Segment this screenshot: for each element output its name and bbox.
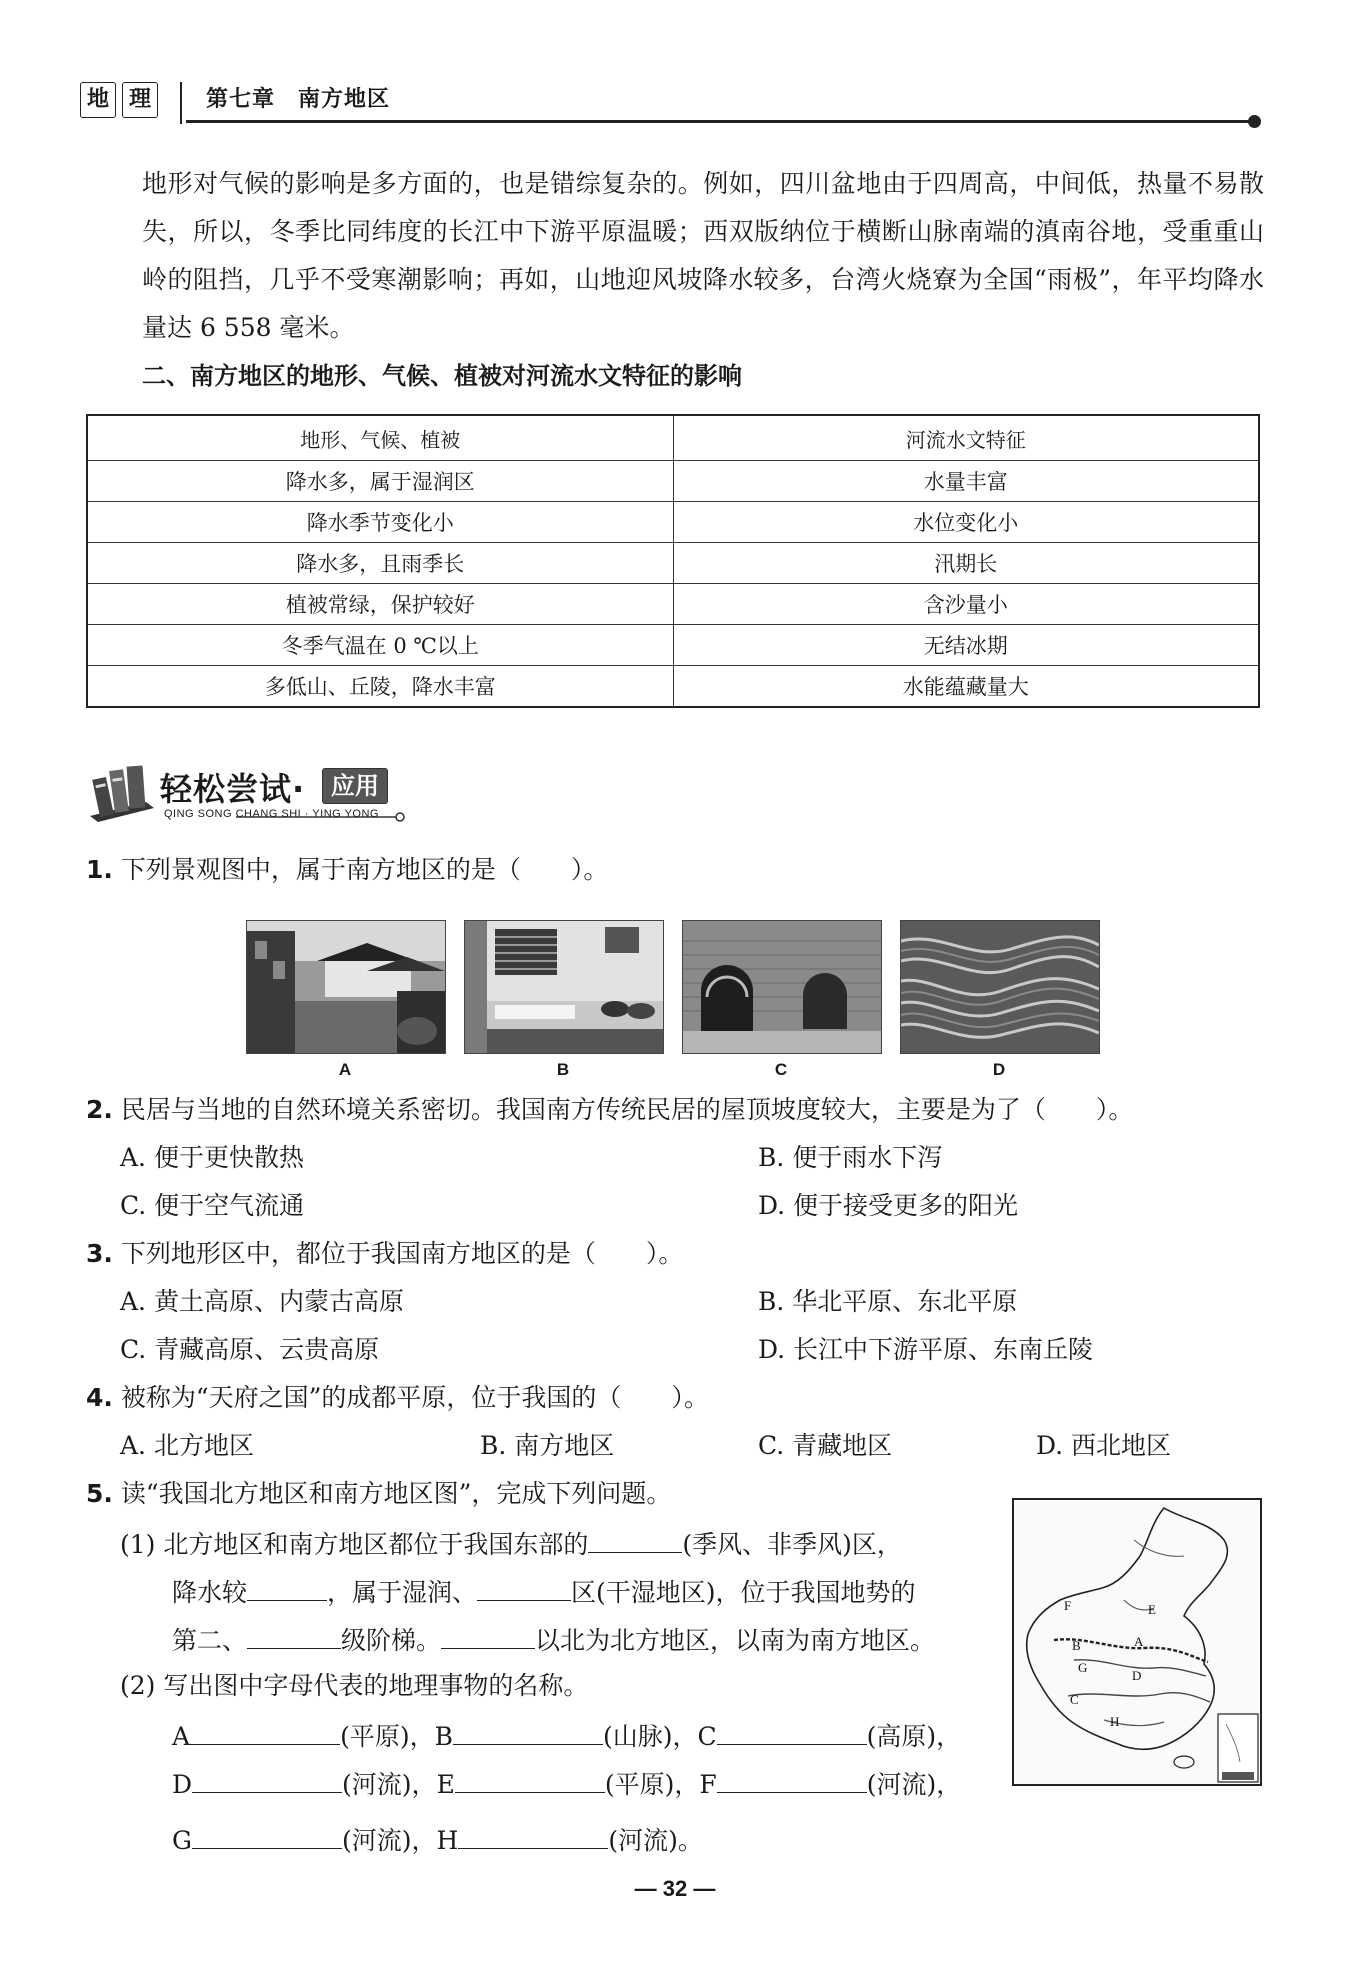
option[interactable]: C. 青藏高原、云贵高原	[120, 1335, 380, 1364]
table-cell: 降水季节变化小	[87, 502, 673, 543]
q5-answers-line3: G (河流)，H (河流)。	[172, 1820, 703, 1859]
table-row	[87, 461, 1259, 502]
cave-dwelling-image	[683, 921, 881, 1053]
table-cell: 降水多，属于湿润区	[87, 461, 673, 502]
photo-a	[246, 920, 446, 1054]
map-letter: G	[1078, 1660, 1088, 1675]
table-cell: 水能蕴藏量大	[673, 666, 1259, 708]
map-letter: D	[1132, 1668, 1142, 1683]
intro-paragraph: 地形对气候的影响是多方面的，也是错综复杂的。例如，四川盆地由于四周高，中间低，热量不易散失，所以，冬季比同纬度的长江中下游平原温暖；西双版纳位于横断山脉南端的滇南谷地，受重重山岭的阻挡，几乎不受寒潮影响；再如，山地迎风坡降水较多，台湾火烧寮为全国“雨极”，年平均降水量达 6 558 毫米。	[142, 169, 1264, 342]
option[interactable]: B. 华北平原、东北平原	[758, 1287, 1018, 1316]
books-icon	[86, 758, 160, 824]
photo-label: B	[556, 1060, 570, 1079]
question-1: 1. 下列景观图中，属于南方地区的是（ ）。	[86, 855, 609, 884]
china-regions-map	[1012, 1498, 1262, 1786]
q5-part1-line3: 第二、 级阶梯。 以北为北方地区，以南为南方地区。	[172, 1620, 935, 1659]
option[interactable]: D. 长江中下游平原、东南丘陵	[758, 1335, 1094, 1364]
q5-part1-line1: (1) 北方地区和南方地区都位于我国东部的 (季风、非季风)区，	[120, 1524, 902, 1563]
section-title: 二、南方地区的地形、气候、植被对河流水文特征的影响	[142, 362, 742, 390]
chapter-title: 第七章 南方地区	[206, 87, 391, 112]
map-letter: E	[1148, 1602, 1156, 1617]
photo-d	[900, 920, 1100, 1054]
question-3: 3. 下列地形区中，都位于我国南方地区的是（ ）。	[86, 1239, 684, 1268]
answer-blank[interactable]	[192, 1820, 342, 1849]
table-header: 地形、气候、植被	[87, 415, 673, 461]
table-header: 河流水文特征	[673, 415, 1259, 461]
answer-blank[interactable]	[717, 1716, 867, 1745]
answer-blank[interactable]	[455, 1764, 605, 1793]
option[interactable]: C. 青藏地区	[758, 1431, 893, 1460]
table-cell: 汛期长	[673, 543, 1259, 584]
table-cell: 含沙量小	[673, 584, 1259, 625]
banner-title: 轻松尝试·	[160, 770, 306, 808]
answer-blank[interactable]	[588, 1524, 682, 1553]
subject-label	[80, 82, 158, 118]
question-5: 5. 读“我国北方地区和南方地区图”，完成下列问题。	[86, 1479, 672, 1508]
banner-underline	[236, 812, 406, 822]
q5-part1-line2: 降水较 ，属于湿润、 区(干湿地区)，位于我国地势的	[172, 1572, 916, 1611]
option[interactable]: B. 南方地区	[480, 1431, 615, 1460]
table-cell: 水量丰富	[673, 461, 1259, 502]
map-letter: B	[1072, 1638, 1081, 1653]
map-graphic	[1014, 1500, 1260, 1784]
option[interactable]: D. 便于接受更多的阳光	[758, 1191, 1019, 1220]
practice-banner	[86, 756, 416, 826]
answer-blank[interactable]	[190, 1716, 340, 1745]
photo-b	[464, 920, 664, 1054]
table-cell: 多低山、丘陵，降水丰富	[87, 666, 673, 708]
answer-blank[interactable]	[441, 1620, 535, 1649]
table-header-row	[87, 415, 1259, 461]
option[interactable]: C. 便于空气流通	[120, 1191, 305, 1220]
option[interactable]: D. 西北地区	[1036, 1431, 1172, 1460]
q5-part2: (2) 写出图中字母代表的地理事物的名称。	[120, 1671, 589, 1700]
question-2: 2. 民居与当地的自然环境关系密切。我国南方传统民居的屋顶坡度较大，主要是为了（ ）。	[86, 1095, 1134, 1124]
answer-blank[interactable]	[192, 1764, 342, 1793]
option[interactable]: B. 便于雨水下泻	[758, 1143, 943, 1172]
answer-blank[interactable]	[247, 1572, 327, 1601]
map-letter: H	[1110, 1714, 1120, 1729]
subject-char: 理	[122, 82, 158, 118]
map-letter: A	[1134, 1634, 1144, 1649]
question-4: 4. 被称为“天府之国”的成都平原，位于我国的（ ）。	[86, 1383, 709, 1412]
table-row	[87, 625, 1259, 666]
subject-char: 地	[80, 82, 116, 118]
map-letter: F	[1064, 1598, 1072, 1613]
table-cell: 冬季气温在 0 ℃以上	[87, 625, 673, 666]
photo-c	[682, 920, 882, 1054]
water-town-image	[247, 921, 445, 1053]
rice-terraces-image	[901, 921, 1099, 1053]
table-cell: 植被常绿，保护较好	[87, 584, 673, 625]
answer-blank[interactable]	[453, 1716, 603, 1745]
table-cell: 无结冰期	[673, 625, 1259, 666]
map-letter: C	[1070, 1692, 1079, 1707]
table-row	[87, 502, 1259, 543]
photo-label: D	[992, 1060, 1006, 1079]
photo-label: C	[774, 1060, 788, 1079]
features-table	[86, 414, 1260, 708]
photo-label: A	[338, 1060, 352, 1079]
answer-blank[interactable]	[247, 1620, 341, 1649]
option[interactable]: A. 便于更快散热	[120, 1143, 304, 1172]
table-row	[87, 543, 1259, 584]
table-row	[87, 666, 1259, 708]
kang-bed-image	[465, 921, 663, 1053]
answer-blank[interactable]	[717, 1764, 867, 1793]
table-cell: 降水多，且雨季长	[87, 543, 673, 584]
table-cell: 水位变化小	[673, 502, 1259, 543]
option[interactable]: A. 黄土高原、内蒙古高原	[120, 1287, 404, 1316]
q5-answers-line2: D (河流)，E (平原)，F (河流)，	[172, 1764, 961, 1803]
banner-tag: 应用	[322, 768, 388, 804]
page-number: — 32 —	[634, 1876, 716, 1901]
table-row	[87, 584, 1259, 625]
answer-blank[interactable]	[458, 1820, 608, 1849]
answer-blank[interactable]	[477, 1572, 571, 1601]
option[interactable]: A. 北方地区	[120, 1431, 254, 1460]
banner-subtitle: QING SONG CHANG SHI · YING YONG	[164, 808, 379, 820]
q5-answers-line1: A (平原)，B (山脉)，C (高原)，	[172, 1716, 961, 1755]
